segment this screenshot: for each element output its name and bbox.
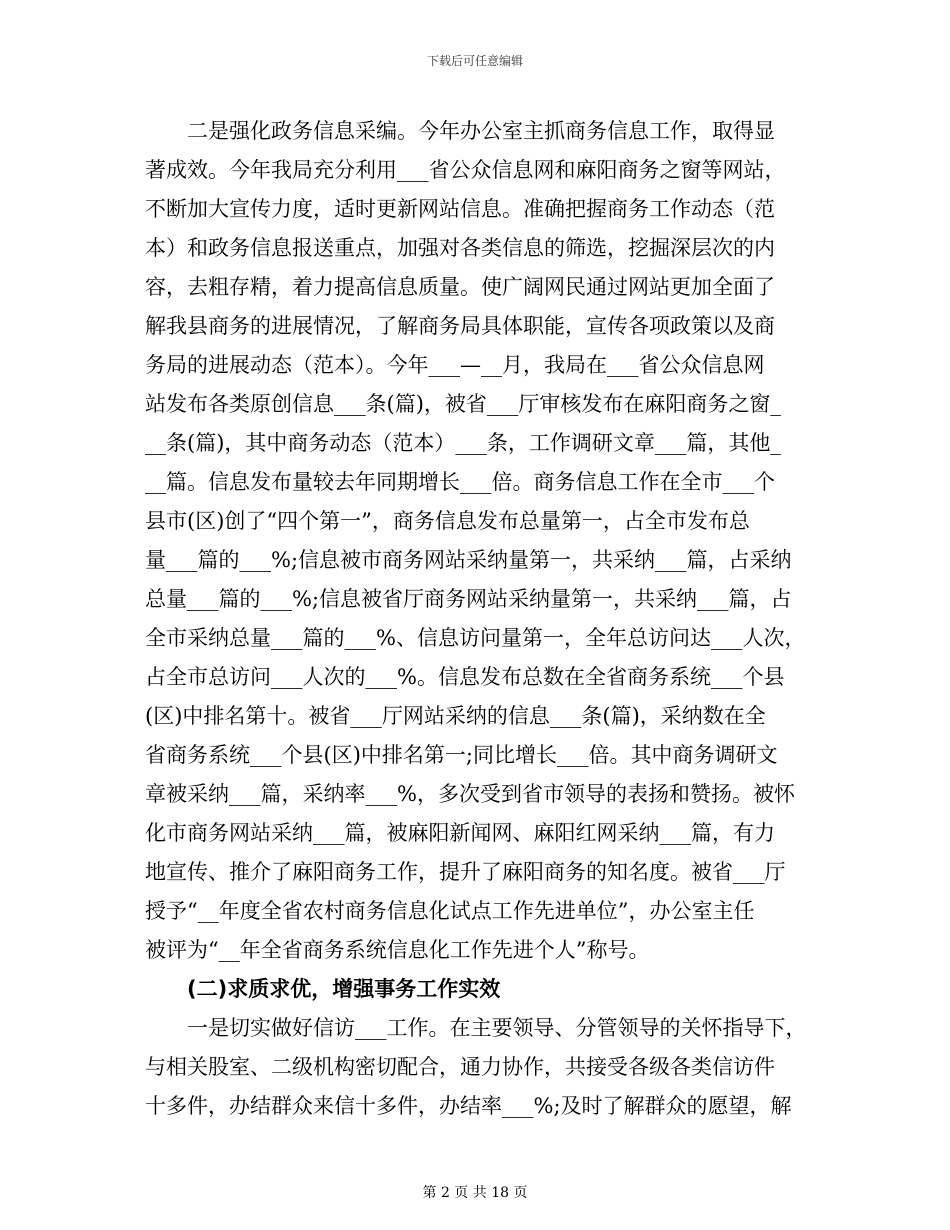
text-line: 全市采纳总量___篇的___%、信息访问量第一，全年总访问达___人次，	[145, 626, 806, 650]
text-line: 二是强化政务信息采编。今年办公室主抓商务信息工作，取得显	[145, 119, 775, 143]
text-line: 与相关股室、二级机构密切配合，通力协作，共接受各级各类信访件	[145, 1055, 775, 1079]
text-line: __条(篇)，其中商务动态（范本）___条，工作调研文章___篇，其他_	[145, 431, 781, 455]
text-line: 化市商务网站采纳___篇，被麻阳新闻网、麻阳红网采纳___篇，有力	[145, 821, 775, 845]
text-line: 县市(区)创了“四个第一”，商务信息发布总量第一，占全市发布总	[145, 509, 750, 533]
text-line: 务局的进展动态（范本）。今年___—__月，我局在___省公众信息网	[145, 353, 765, 377]
text-line: 被评为“__年全省商务系统信息化工作先进个人”称号。	[145, 938, 650, 962]
text-line: 本）和政务信息报送重点，加强对各类信息的筛选，挖掘深层次的内	[145, 236, 775, 260]
paragraph	[145, 112, 809, 970]
text-line: (区)中排名第十。被省___厅网站采纳的信息___条(篇)，采纳数在全	[145, 704, 766, 728]
section-heading: (二)求质求优，增强事务工作实效	[145, 977, 501, 1001]
text-line: 章被采纳___篇，采纳率___%，多次受到省市领导的表扬和赞扬。被怀	[145, 782, 795, 806]
text-line: 不断加大宣传力度，适时更新网站信息。准确把握商务工作动态（范	[145, 197, 775, 221]
text-line: 一是切实做好信访___工作。在主要领导、分管领导的关怀指导下，	[145, 1016, 807, 1040]
page-number: 第 2 页 共 18 页	[422, 1185, 528, 1201]
text-line: 授予“__年度全省农村商务信息化试点工作先进单位”，办公室主任	[145, 899, 755, 923]
text-line: 地宣传、推介了麻阳商务工作，提升了麻阳商务的知名度。被省___厅	[145, 860, 786, 884]
text-line: 站发布各类原创信息___条(篇)，被省___厅审核发布在麻阳商务之窗_	[145, 392, 781, 416]
text-line: 十多件，办结群众来信十多件，办结率___%;及时了解群众的愿望，解	[145, 1094, 792, 1118]
text-line: 著成效。今年我局充分利用___省公众信息网和麻阳商务之窗等网站，	[145, 158, 786, 182]
text-line: 省商务系统___个县(区)中排名第一;同比增长___倍。其中商务调研文	[145, 743, 778, 767]
text-line: 容，去粗存精，着力提高信息质量。使广阔网民通过网站更加全面了	[145, 275, 775, 299]
text-line: __篇。信息发布量较去年同期增长___倍。商务信息工作在全市___个	[145, 470, 775, 494]
page-header: 下载后可任意编辑	[426, 54, 523, 68]
text-line: 占全市总访问___人次的___%。信息发布总数在全省商务系统___个县	[145, 665, 785, 689]
paragraph	[145, 1009, 809, 1126]
text-line: 总量___篇的___%;信息被省厅商务网站采纳量第一，共采纳___篇，占	[145, 587, 792, 611]
text-line: 解我县商务的进展情况，了解商务局具体职能，宣传各项政策以及商	[145, 314, 775, 338]
text-line: 量___篇的___%;信息被市商务网站采纳量第一，共采纳___篇，占采纳	[145, 548, 792, 572]
document-body	[145, 112, 809, 1126]
